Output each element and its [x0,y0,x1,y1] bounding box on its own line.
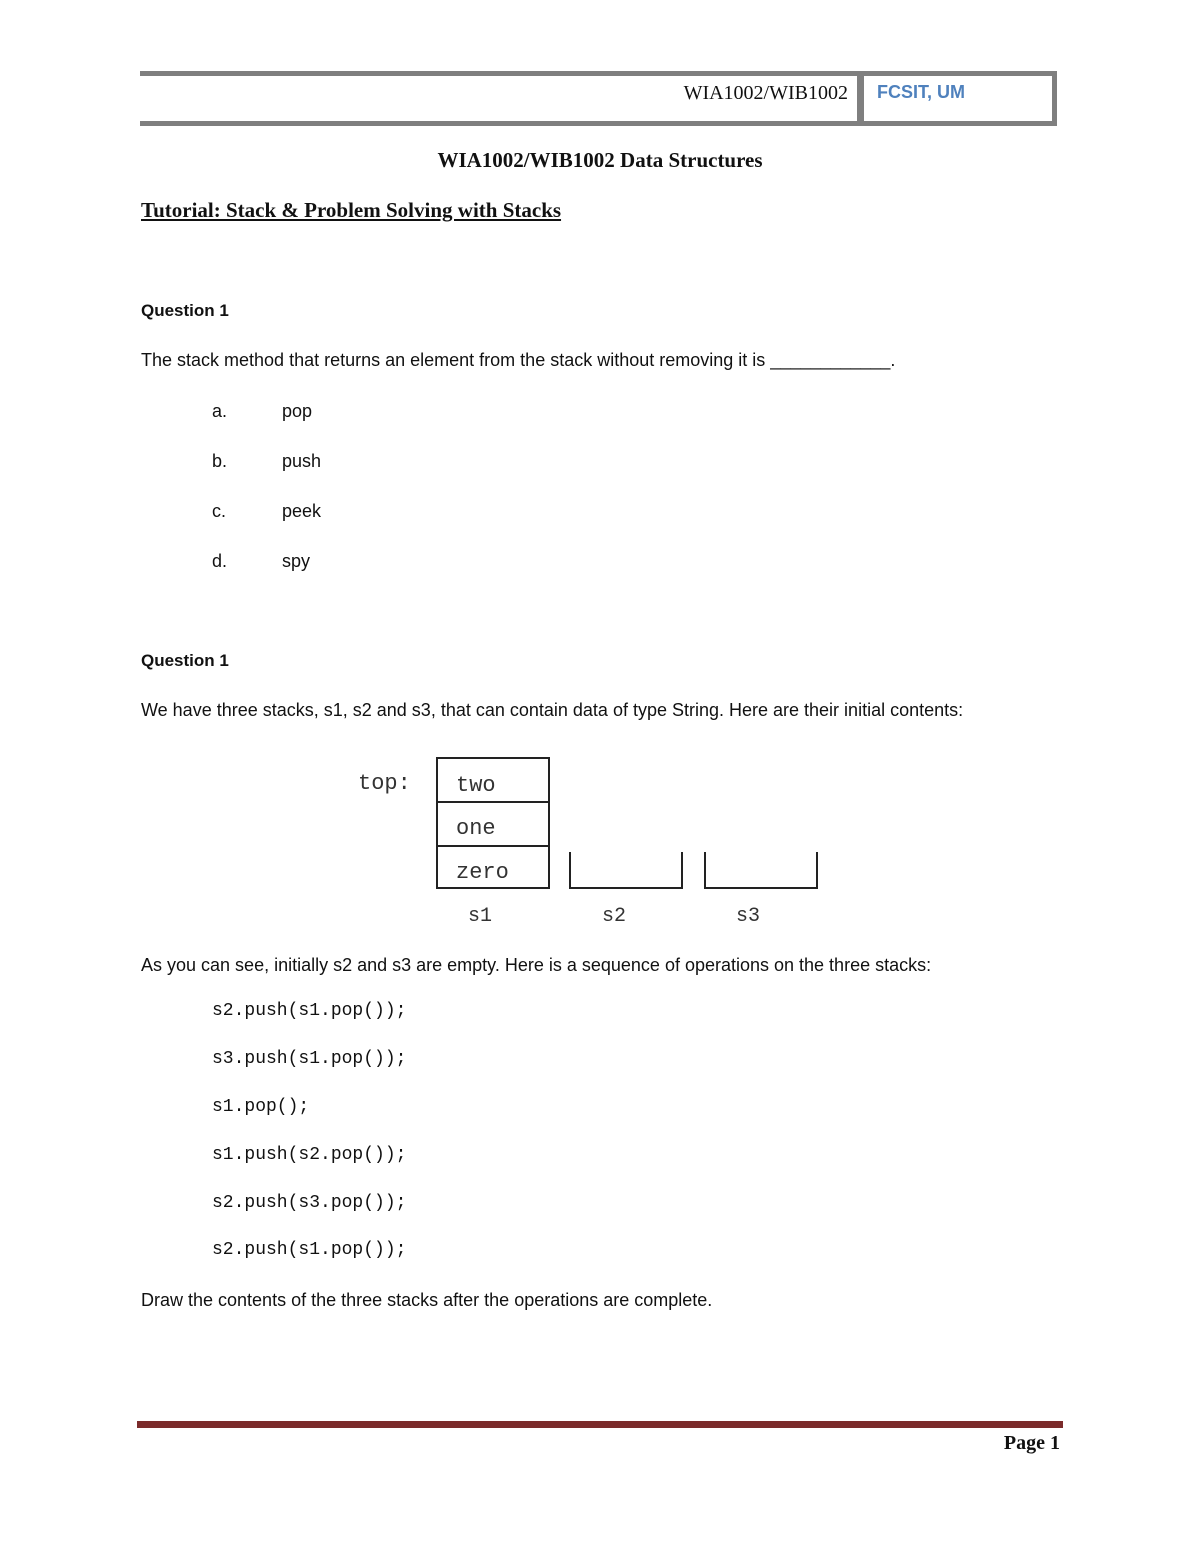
operation-2: s3.push(s1.pop()); [212,1049,407,1069]
s1-item-two: two [456,773,496,798]
option-d-text: spy [282,551,311,571]
question-1-text: The stack method that returns an element from the stack without removing it is ____________. [141,350,896,370]
operation-3: s1.pop(); [212,1097,310,1117]
s2-label: s2 [602,905,627,928]
question-2-intro: We have three stacks, s1, s2 and s3, that can contain data of type String. Here are their initial contents: [141,700,964,720]
question-2-heading: Question 1 [141,651,229,670]
tutorial-subtitle: Tutorial: Stack & Problem Solving with Stacks [141,198,562,222]
operation-6: s2.push(s1.pop()); [212,1240,407,1260]
operation-5: s2.push(s3.pop()); [212,1193,407,1213]
option-b-letter: b. [212,451,228,471]
document-title: WIA1002/WIB1002 Data Structures [437,148,763,172]
footer-rule [137,1421,1063,1428]
top-label: top: [358,771,411,796]
s1-item-zero: zero [456,860,509,885]
operation-1: s2.push(s1.pop()); [212,1001,407,1021]
s3-container [705,852,817,888]
header-divider [857,71,864,126]
header-faculty: FCSIT, UM [877,82,965,102]
option-a-letter: a. [212,401,228,421]
question-1-heading: Question 1 [141,301,229,320]
s2-container [570,852,682,888]
page-number: Page 1 [1003,1432,1060,1454]
s1-label: s1 [468,905,493,928]
option-d-letter: d. [212,551,228,571]
option-a-text: pop [282,401,313,421]
s1-item-one: one [456,816,496,841]
option-c-text: peek [282,501,322,521]
operation-4: s1.push(s2.pop()); [212,1145,407,1165]
option-c-letter: c. [212,501,227,521]
stack-diagram [340,750,840,935]
s3-label: s3 [736,905,761,928]
question-2-final-text: Draw the contents of the three stacks after the operations are complete. [141,1290,713,1310]
question-2-after-text: As you can see, initially s2 and s3 are empty. Here is a sequence of operations on the three stacks: [141,955,932,975]
option-b-text: push [282,451,322,471]
header-course-code: WIA1002/WIB1002 [683,82,848,104]
